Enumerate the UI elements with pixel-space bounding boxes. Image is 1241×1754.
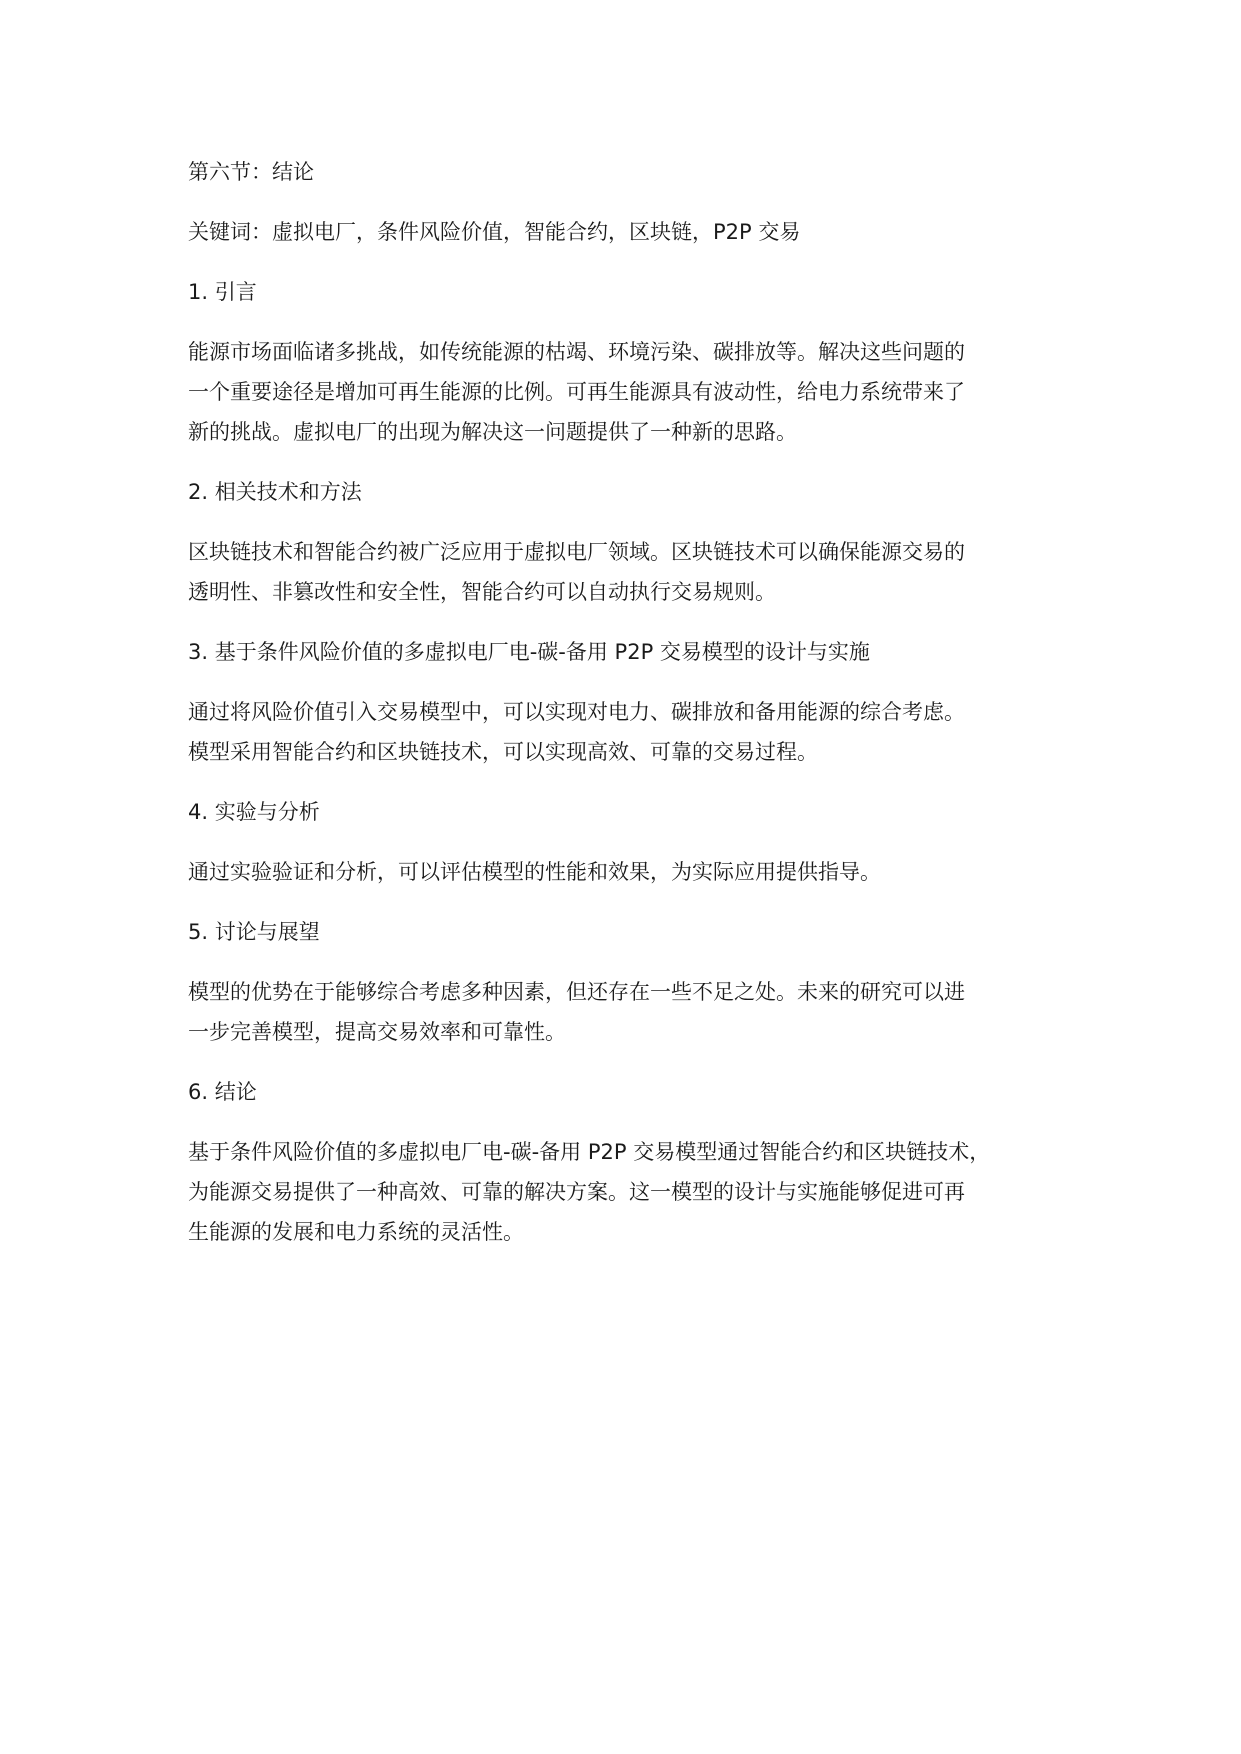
section-body-3 bbox=[188, 692, 1088, 772]
paragraph-line: 区块链技术和智能合约被广泛应用于虚拟电厂领域。区块链技术可以确保能源交易的 bbox=[188, 540, 965, 564]
paragraph-line: 模型的优势在于能够综合考虑多种因素，但还存在一些不足之处。未来的研究可以进 bbox=[188, 980, 965, 1004]
paragraph-line: 一个重要途径是增加可再生能源的比例。可再生能源具有波动性，给电力系统带来了 bbox=[188, 380, 965, 404]
keywords-line: 关键词：虚拟电厂，条件风险价值，智能合约，区块链，P2P 交易 bbox=[188, 220, 801, 244]
paragraph-line: 新的挑战。虚拟电厂的出现为解决这一问题提供了一种新的思路。 bbox=[188, 420, 797, 444]
section-heading-6: 6. 结论 bbox=[188, 1080, 257, 1104]
paragraph-line: 生能源的发展和电力系统的灵活性。 bbox=[188, 1220, 524, 1244]
paragraph-line: 能源市场面临诸多挑战，如传统能源的枯竭、环境污染、碳排放等。解决这些问题的 bbox=[188, 340, 965, 364]
section-body-5 bbox=[188, 972, 1088, 1052]
paragraph-line: 一步完善模型，提高交易效率和可靠性。 bbox=[188, 1020, 566, 1044]
section-body-2 bbox=[188, 532, 1088, 612]
section-heading-5: 5. 讨论与展望 bbox=[188, 920, 320, 944]
paragraph-line: 模型采用智能合约和区块链技术，可以实现高效、可靠的交易过程。 bbox=[188, 740, 818, 764]
section-heading-1: 1. 引言 bbox=[188, 280, 257, 304]
section-heading-2: 2. 相关技术和方法 bbox=[188, 480, 362, 504]
paragraph-line: 为能源交易提供了一种高效、可靠的解决方案。这一模型的设计与实施能够促进可再 bbox=[188, 1180, 965, 1204]
paragraph-line: 透明性、非篡改性和安全性，智能合约可以自动执行交易规则。 bbox=[188, 580, 776, 604]
paragraph-line: 通过实验验证和分析，可以评估模型的性能和效果，为实际应用提供指导。 bbox=[188, 860, 881, 884]
section-title: 第六节：结论 bbox=[188, 160, 314, 184]
section-body-6 bbox=[188, 1132, 1088, 1252]
document-page bbox=[188, 152, 1088, 1272]
paragraph-line: 基于条件风险价值的多虚拟电厂电-碳-备用 P2P 交易模型通过智能合约和区块链技术， bbox=[188, 1140, 991, 1164]
section-body-1 bbox=[188, 332, 1088, 452]
paragraph-line: 通过将风险价值引入交易模型中，可以实现对电力、碳排放和备用能源的综合考虑。 bbox=[188, 700, 965, 724]
section-heading-3: 3. 基于条件风险价值的多虚拟电厂电-碳-备用 P2P 交易模型的设计与实施 bbox=[188, 640, 870, 664]
section-body-4 bbox=[188, 852, 1088, 892]
section-heading-4: 4. 实验与分析 bbox=[188, 800, 320, 824]
